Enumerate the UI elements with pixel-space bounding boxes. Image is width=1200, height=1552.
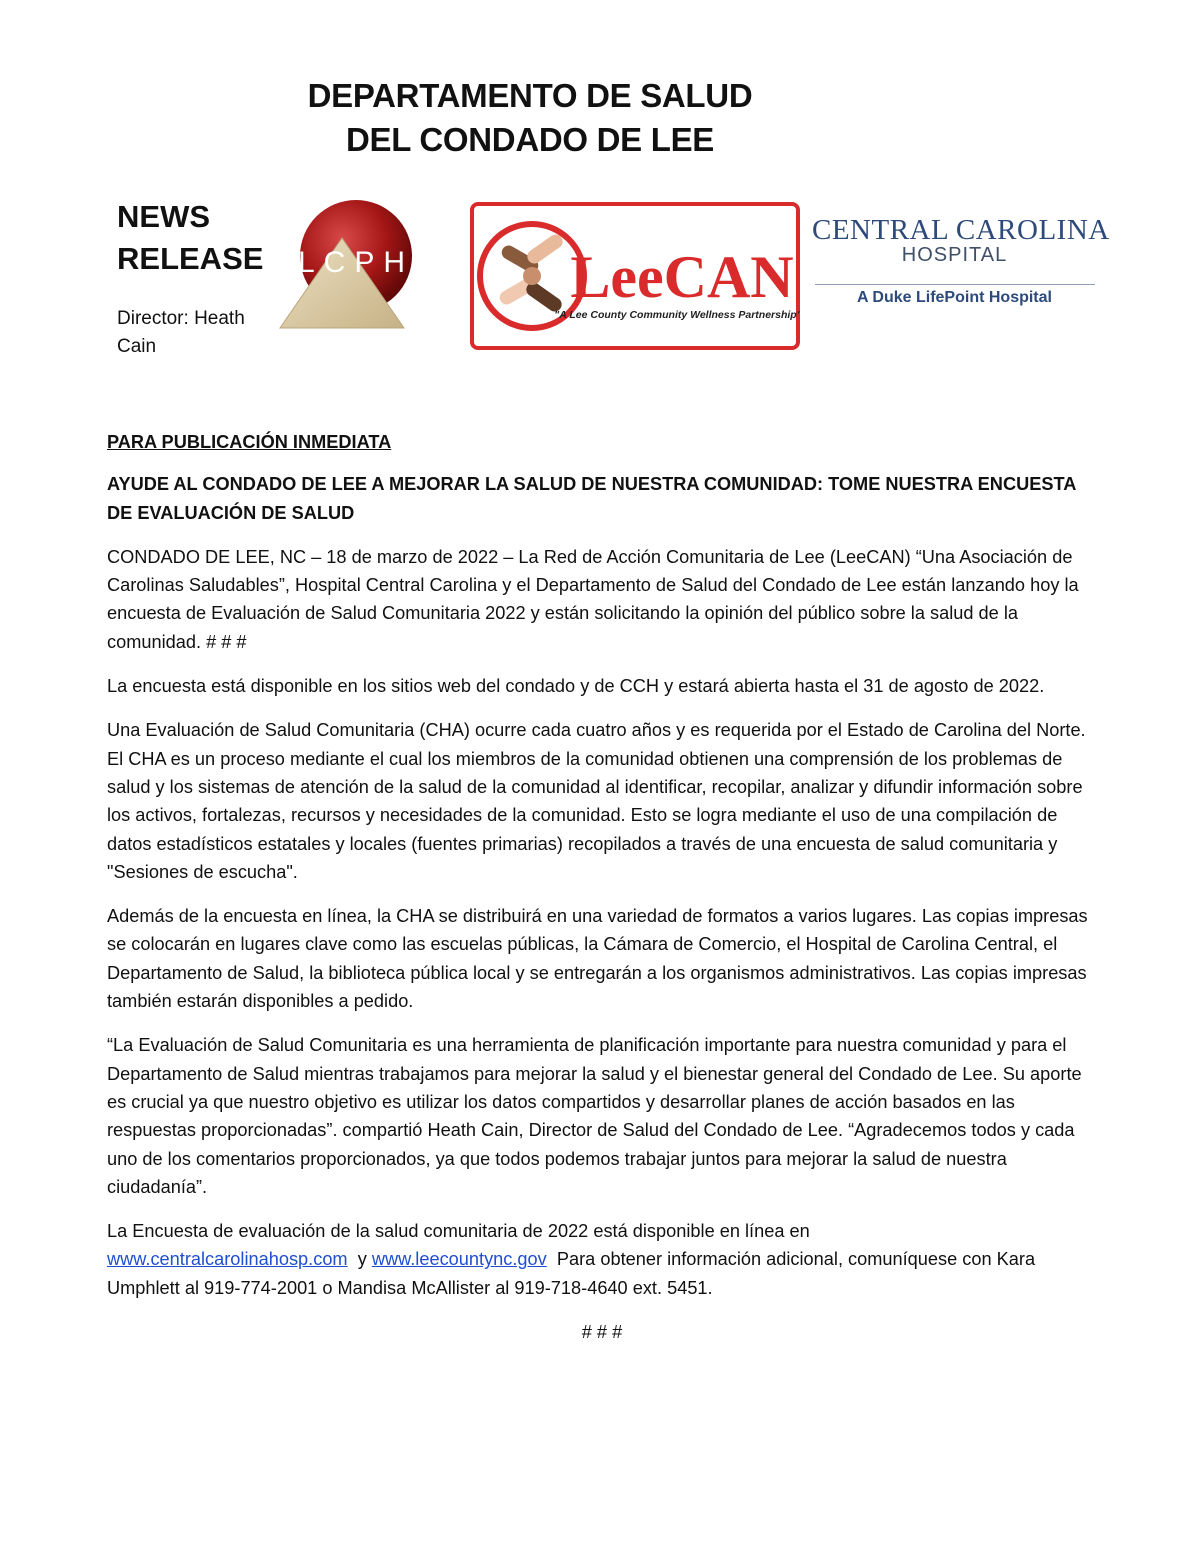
link-centralcarolinahosp[interactable]: www.centralcarolinahosp.com [107,1249,348,1270]
paragraph-2: La encuesta está disponible en los sitios web del condado y de CCH y estará abierta hasta el 31 de agosto de 2022. [107,676,1045,697]
release-headline: AYUDE AL CONDADO DE LEE A MEJORAR LA SALUD DE NUESTRA COMUNIDAD: TOME NUESTRA ENCUESTA DE EVALUACIÓN DE SALUD [107,474,1076,523]
paragraph-5: “La Evaluación de Salud Comunitaria es una herramienta de planificación importante para nuestra comunidad y para el Departamento de Salud mientras trabajamos para mejorar la salud y el bienestar general del Condado de Lee. Su aporte es crucial ya que nuestro objetivo es utilizar los datos compartidos y desarrollar planes de acción basados en las respuestas proporcionadas”. compartió Heath Cain, Director de Salud del Condado de Lee. “Agradecemos todos y cada uno de los comentarios proporcionados, ya que todos podemos trabajar juntos para mejorar la salud de nuestra ciudadanía”. [107,1035,1082,1197]
paragraph-6 [107,1217,1097,1302]
cch-name: CENTRAL CAROLINA [812,214,1110,246]
paragraph-6-and: y [357,1249,367,1270]
leecan-logo-text: LeeCAN [570,244,794,310]
end-mark: # # # [581,1322,623,1343]
lcph-logo [272,200,422,340]
lcph-logo-text: LCPH [297,246,415,279]
paragraph-6-end: Para obtener información adicional, comuníquese con Kara Umphlett al 919-774-2001 o Mandisa McAllister al 919-718-4640 ext. 5451. [107,1249,1036,1298]
cch-duke-tagline: A Duke LifePoint Hospital [857,289,1052,306]
news-release-label [117,196,263,280]
release-body [107,428,1097,1362]
central-carolina-hospital-logo [812,208,1110,313]
paragraph-4: Además de la encuesta en línea, la CHA se distribuirá en una variedad de formatos a varios lugares. Las copias impresas se colocarán en lugares clave como las escuelas públicas, la Cámara de Comercio, el Hospital de Carolina Central, el Departamento de Salud, la biblioteca pública local y se entregarán a los organismos administrativos. Las copias impresas también estarán disponibles a pedido. [107,906,1088,1012]
publication-notice: PARA PUBLICACIÓN INMEDIATA [107,432,392,452]
leecan-tagline: "A Lee County Community Wellness Partnership" [554,309,800,321]
title-line-2: DEL CONDADO DE LEE [345,121,715,158]
cch-sub: HOSPITAL [901,244,1008,266]
paragraph-1: CONDADO DE LEE, NC – 18 de marzo de 2022 – La Red de Acción Comunitaria de Lee (LeeCAN) “Una Asociación de Carolinas Saludables”, Hospital Central Carolina y el Departamento de Salud del Condado de Lee están lanzando hoy la encuesta de Evaluación de Salud Comunitaria 2022 y están solicitando la opinión del público sobre la salud de la comunidad. # # # [107,546,1079,652]
paragraph-6-start: La Encuesta de evaluación de la salud comunitaria de 2022 está disponible en línea en [107,1221,810,1242]
paragraph-3: Una Evaluación de Salud Comunitaria (CHA) ocurre cada cuatro años y es requerida por el Estado de Carolina del Norte. El CHA es un proceso mediante el cual los miembros de la comunidad obtienen una comprensión de los problemas de salud y los sistemas de atención de la salud de la comunidad al identificar, recopilar, analizar y difundir información sobre los activos, fortalezas, recursos y necesidades de la comunidad. Esto se logra mediante el uso de una compilación de datos estadísticos estatales y locales (fuentes primarias) recopilados a través de una encuesta de salud comunitaria y "Sesiones de escucha". [107,720,1086,882]
link-leecountync[interactable]: www.leecountync.gov [371,1249,547,1270]
director-line: Director: Heath Cain [117,308,245,357]
cch-divider [815,284,1095,285]
release-label: RELEASE [117,241,264,276]
title-line-1: DEPARTAMENTO DE SALUD [307,77,753,114]
leecan-logo [470,202,800,350]
page-title [230,74,830,162]
news-label: NEWS [117,199,210,234]
